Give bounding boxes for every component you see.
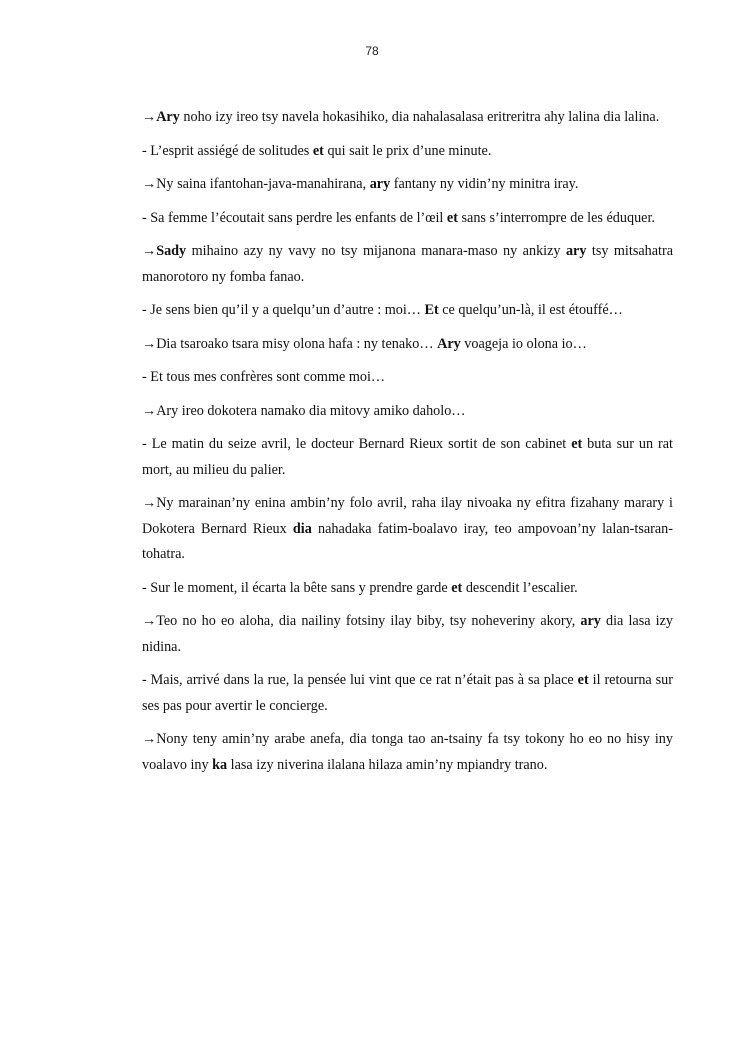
text-run: qui sait le prix d’une minute. [323,142,492,159]
text-run: noho izy ireo tsy navela hokasihiko, dia nahalasalasa eritreritra ahy lalina dia lalina. [179,109,660,125]
paragraph [142,491,673,568]
text-run: voageja io olona io… [460,335,587,352]
paragraph [142,105,673,131]
bold-connector: ary [369,176,391,192]
bold-connector: ary [565,243,587,259]
bold-connector: Sady [156,243,187,259]
bold-connector: Et [424,302,439,318]
paragraph [142,668,673,719]
text-run: - Et tous mes confrères sont comme moi… [142,369,386,385]
text-run: - Sur le moment, il écarta la bête sans y prendre garde [142,579,452,596]
text-run: buta sur un rat mort, au milieu du palier. [142,436,673,478]
paragraph [142,139,673,165]
text-run: →Dia tsaroako tsara misy olona hafa : ny tenako… [142,335,438,352]
bold-connector: et [571,436,583,452]
paragraph [142,239,673,290]
text-run: - Je sens bien qu’il y a quelqu’un d’autre : moi… [142,302,425,318]
text-run: →Ny saina ifantohan-java-manahirana, [142,176,370,192]
text-run: → [142,109,157,125]
bold-connector: Ary [156,109,180,125]
text-run: fantany ny vidin’ny minitra iray. [390,176,579,192]
text-run: descendit l’escalier. [462,579,578,596]
text-run: dia lasa izy nidina. [142,613,673,655]
paragraph [142,432,673,483]
text-run: →Teo no ho eo aloha, dia nailiny fotsiny ilay biby, tsy noheveriny akory, [142,613,581,629]
paragraph [142,206,673,232]
paragraph [142,332,673,358]
text-run: tsy mitsahatra manorotoro ny fomba fanao. [142,243,673,285]
paragraph [142,576,673,602]
text-run: - Mais, arrivé dans la rue, la pensée lui vint que ce rat n’était pas à sa place [142,672,578,688]
text-run: lasa izy niverina ilalana hilaza amin’ny mpiandry trano. [227,756,548,773]
text-run: ce quelqu’un-là, il est étouffé… [438,302,623,318]
text-run: - L’esprit assiégé de solitudes [142,142,313,159]
bold-connector: ka [212,756,228,773]
paragraph [142,609,673,660]
bold-connector: et [312,142,324,159]
bold-connector: et [577,672,589,688]
text-run: → [142,243,157,259]
bold-connector: et [451,579,463,596]
bold-connector: dia [292,520,312,537]
paragraph [142,727,673,778]
bold-connector: ary [580,613,601,629]
text-run: il retourna sur ses pas pour avertir le concierge. [142,672,673,714]
text-run: - Le matin du seize avril, le docteur Bernard Rieux sortit de son cabinet [142,436,572,452]
paragraph [142,298,673,324]
text-run: mihaino azy ny vavy no tsy mijanona manara-maso ny ankizy [186,243,566,259]
text-run: sans s’interrompre de les éduquer. [457,209,655,226]
text-run: →Nony teny amin’ny arabe anefa, dia tonga tao an-tsainy fa tsy tokony ho eo no hisy iny voalavo iny [142,731,673,773]
paragraph [142,172,673,198]
page-number: 78 [365,44,379,58]
text-run: →Ary ireo dokotera namako dia mitovy amiko daholo… [142,402,466,419]
text-run: - Sa femme l’écoutait sans perdre les enfants de l’œil [142,209,447,226]
bold-connector: et [446,209,458,226]
document-body [142,105,673,786]
text-run: nahadaka fatim-boalavo iray, teo ampovoan’ny lalan-tsaran-tohatra. [142,520,674,562]
paragraph [142,399,673,425]
bold-connector: Ary [437,335,461,352]
text-run: →Ny marainan’ny enina ambin’ny folo avril, raha ilay nivoaka ny efitra fizahany marary i Dokotera Bernard Rieux [142,495,673,537]
paragraph [142,365,673,391]
